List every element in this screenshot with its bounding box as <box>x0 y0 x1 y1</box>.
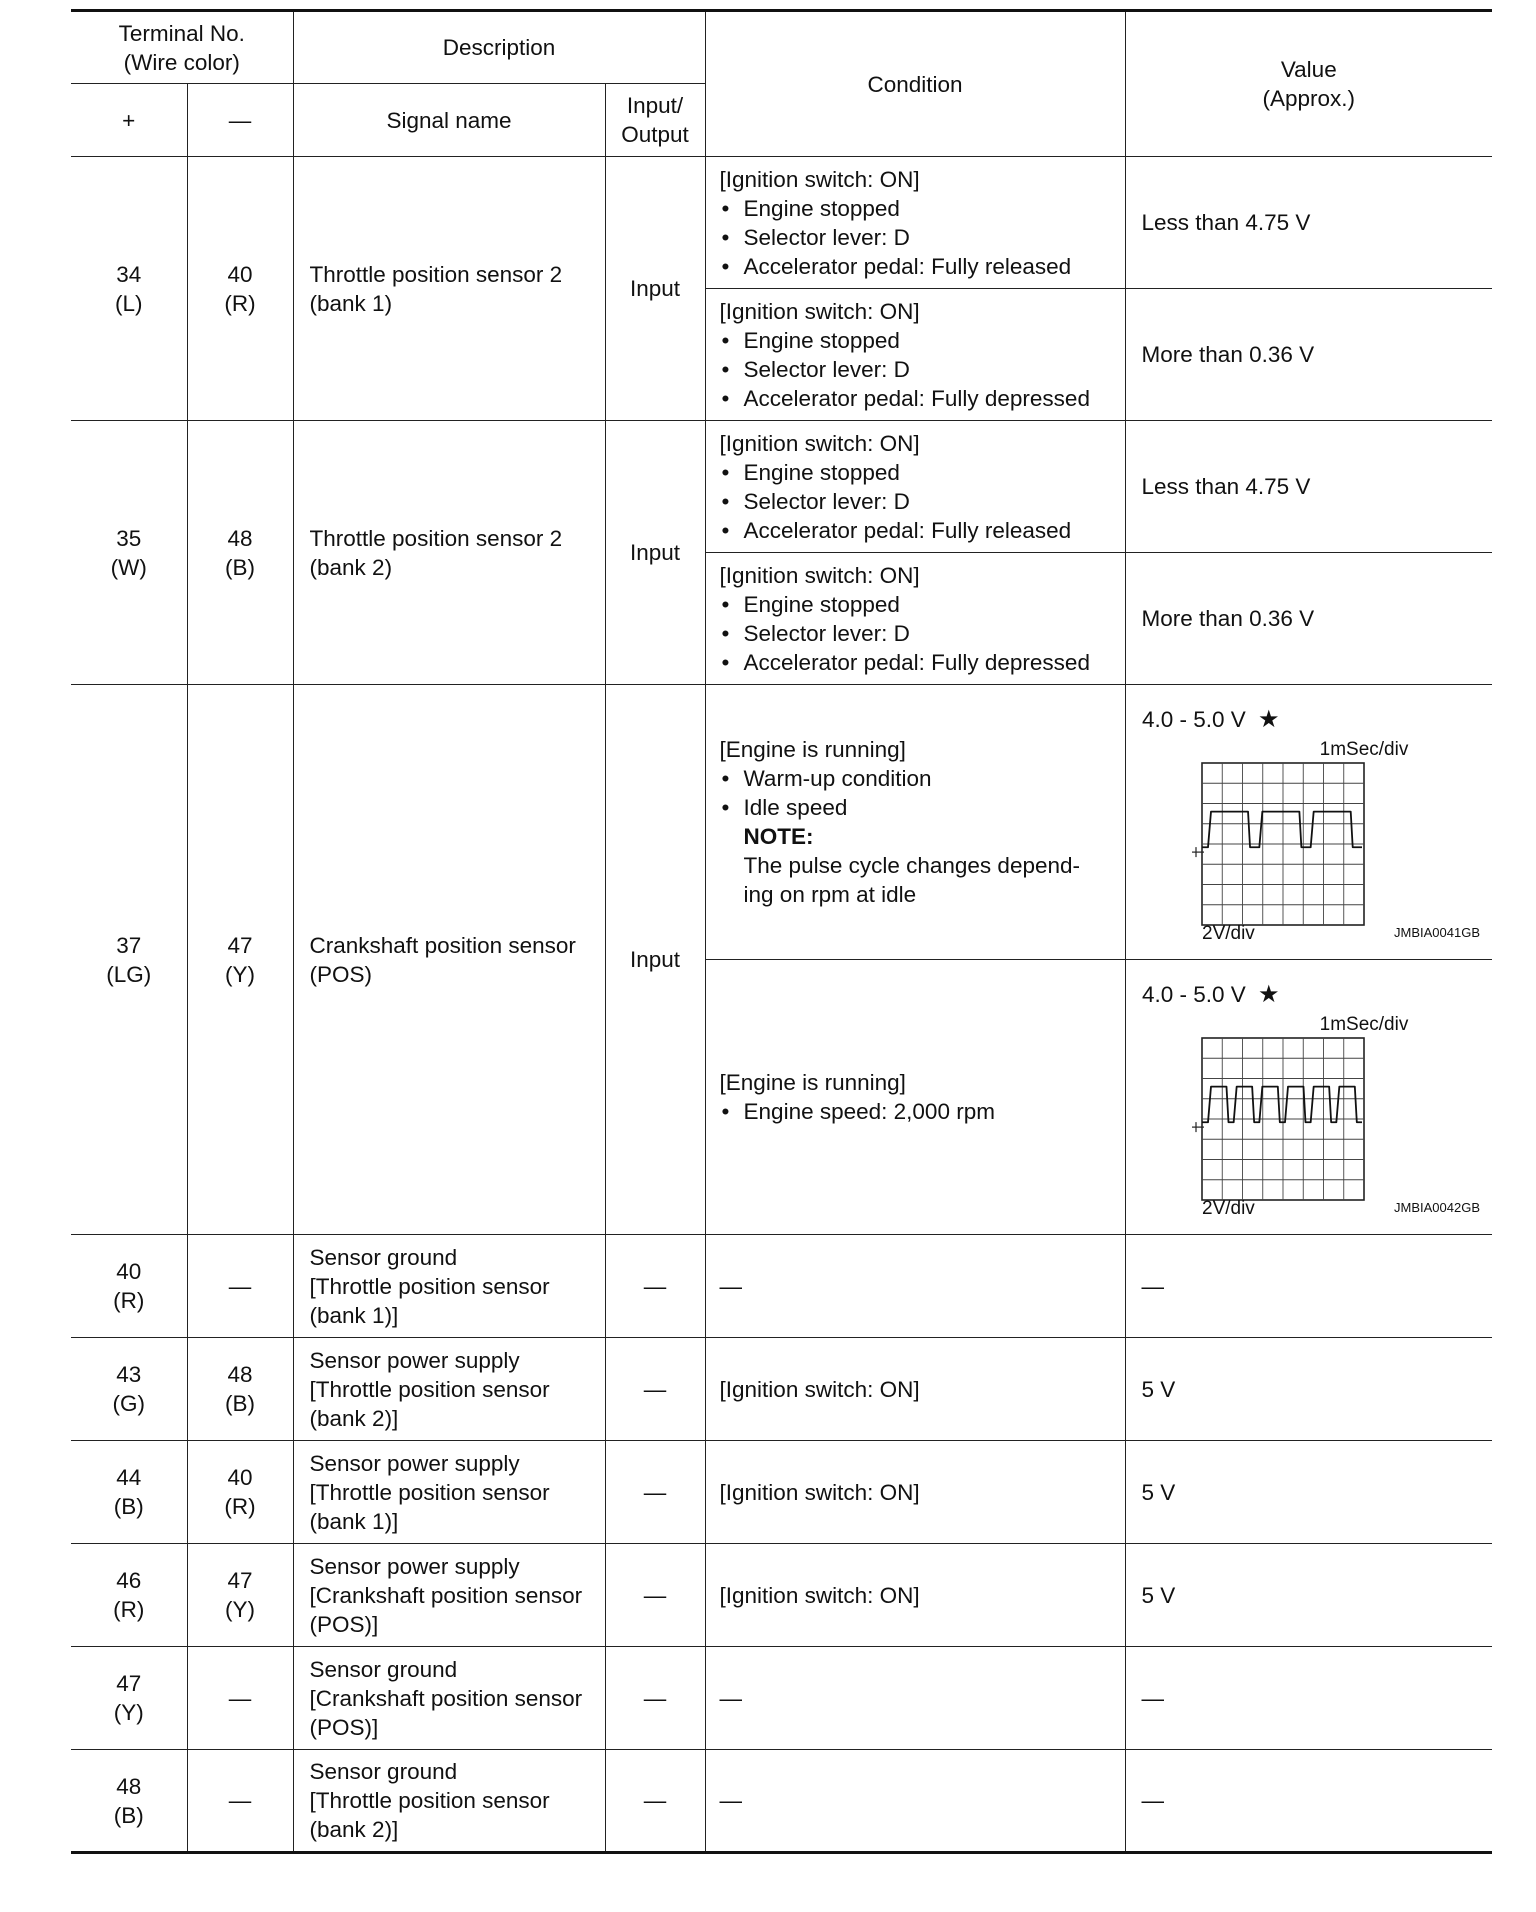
scope-timebase-label: 1mSec/div <box>1319 1014 1408 1035</box>
condition-head: [Engine is running] <box>719 737 906 762</box>
value-cell: 5 V <box>1125 1544 1492 1647</box>
condition-bullet: • Engine stopped <box>720 194 1119 223</box>
signal-line: [Throttle position sensor <box>309 1788 550 1813</box>
condition-cell: [Ignition switch: ON] <box>705 1544 1125 1647</box>
terminal-number: 46 <box>116 1568 142 1593</box>
header-plus: + <box>71 84 187 157</box>
header-input: Input/ <box>626 93 684 118</box>
table-row <box>71 1441 1492 1544</box>
table-row <box>71 1750 1492 1853</box>
wire-color: (R) <box>224 290 256 316</box>
condition-bullets <box>720 326 1119 413</box>
header-terminal-no: Terminal No. <box>118 20 245 46</box>
signal-name-cell <box>293 685 605 1235</box>
terminal-number: 47 <box>116 1671 142 1696</box>
value-cell: More than 0.36 V <box>1125 553 1492 685</box>
signal-line: (bank 2) <box>309 554 393 580</box>
scope-vdiv-label: 2V/div <box>1201 923 1255 941</box>
header-value <box>1125 11 1492 157</box>
condition-bullet: • Engine stopped <box>720 458 1119 487</box>
table-row <box>71 1338 1492 1441</box>
condition-bullet: • Selector lever: D <box>720 487 1119 516</box>
signal-line: Sensor power supply <box>309 1553 520 1579</box>
star-icon: ★ <box>1257 981 1280 1008</box>
terminal-number: 37 <box>116 932 142 958</box>
header-approx: (Approx.) <box>1262 86 1356 111</box>
terminal-number: 48 <box>227 1362 253 1387</box>
signal-line: Throttle position sensor 2 <box>309 261 563 287</box>
condition-cell <box>705 289 1125 421</box>
condition-bullet: • Accelerator pedal: Fully depressed <box>720 384 1119 413</box>
io-cell: Input <box>605 157 705 421</box>
table-row <box>71 157 1492 289</box>
terminal-number: 48 <box>116 1773 142 1799</box>
value-cell: 5 V <box>1125 1338 1492 1441</box>
scope-waveform <box>1202 812 1362 848</box>
signal-line: Sensor power supply <box>309 1450 520 1476</box>
signal-line: [Throttle position sensor <box>309 1273 550 1299</box>
signal-line: Throttle position sensor 2 <box>309 525 563 551</box>
value-cell: Less than 4.75 V <box>1125 157 1492 289</box>
oscilloscope-figure <box>1142 978 1493 1216</box>
condition-head: [Ignition switch: ON] <box>719 562 920 588</box>
minus-terminal-cell <box>187 1441 293 1544</box>
plus-terminal-cell <box>71 1235 187 1338</box>
io-cell: — <box>605 1544 705 1647</box>
oscilloscope-waveform-graph <box>1142 978 1492 1216</box>
condition-bullets <box>720 458 1119 545</box>
header-minus: — <box>187 84 293 157</box>
condition-bullets <box>720 194 1119 281</box>
signal-line: (POS)] <box>309 1714 379 1740</box>
wire-color: (R) <box>224 1494 256 1519</box>
signal-line: Crankshaft position sensor <box>309 932 576 958</box>
value-cell: 5 V <box>1125 1441 1492 1544</box>
wire-color: (B) <box>113 1802 144 1828</box>
condition-cell: — <box>705 1647 1125 1750</box>
condition-cell: [Ignition switch: ON] <box>705 1441 1125 1544</box>
wire-color: (Y) <box>225 1597 255 1622</box>
condition-cell: — <box>705 1750 1125 1853</box>
condition-head: [Engine is running] <box>719 1070 906 1095</box>
signal-name-cell <box>293 157 605 421</box>
header-condition: Condition <box>705 11 1125 157</box>
minus-terminal-cell <box>187 685 293 1235</box>
value-cell: — <box>1125 1235 1492 1338</box>
terminal-number: 47 <box>227 932 253 958</box>
signal-line: [Crankshaft position sensor <box>309 1685 583 1711</box>
signal-name-cell <box>293 1235 605 1338</box>
wire-color: (B) <box>225 554 255 580</box>
signal-line: Sensor ground <box>309 1759 458 1784</box>
signal-name-cell <box>293 1338 605 1441</box>
condition-cell: [Ignition switch: ON] <box>705 1338 1125 1441</box>
value-cell: Less than 4.75 V <box>1125 421 1492 553</box>
condition-cell <box>705 157 1125 289</box>
plus-terminal-cell <box>71 685 187 1235</box>
terminal-spec-table <box>71 9 1492 1854</box>
minus-terminal-cell <box>187 1544 293 1647</box>
value-cell <box>1125 685 1492 960</box>
plus-terminal-cell <box>71 1750 187 1853</box>
plus-terminal-cell <box>71 1338 187 1441</box>
wire-color: (R) <box>113 1288 145 1313</box>
wire-color: (LG) <box>106 961 152 987</box>
signal-name-cell <box>293 1544 605 1647</box>
signal-line: (bank 1) <box>309 290 393 316</box>
scope-voltage-label: 4.0 - 5.0 V <box>1141 982 1246 1007</box>
scope-vdiv-label: 2V/div <box>1201 1198 1255 1216</box>
condition-cell: — <box>705 1235 1125 1338</box>
condition-bullet: • Idle speed <box>720 793 1119 822</box>
value-cell: More than 0.36 V <box>1125 289 1492 421</box>
terminal-number: 47 <box>227 1568 253 1593</box>
minus-terminal-cell <box>187 157 293 421</box>
wire-color: (L) <box>115 290 143 316</box>
wire-color: (Y) <box>225 961 255 987</box>
condition-bullets <box>720 590 1119 677</box>
condition-bullet: • Accelerator pedal: Fully released <box>720 252 1119 281</box>
wire-color: (R) <box>113 1597 145 1622</box>
scope-timebase-label: 1mSec/div <box>1319 739 1408 760</box>
table-row <box>71 1647 1492 1750</box>
terminal-number: 40 <box>116 1259 142 1284</box>
scope-voltage-label: 4.0 - 5.0 V <box>1141 707 1246 732</box>
condition-bullet: • Selector lever: D <box>720 355 1119 384</box>
signal-name-cell <box>293 1441 605 1544</box>
condition-cell <box>705 553 1125 685</box>
oscilloscope-figure <box>1142 703 1493 941</box>
signal-line: Sensor ground <box>309 1656 458 1682</box>
signal-line: (bank 2)] <box>309 1817 399 1842</box>
signal-line: [Throttle position sensor <box>309 1479 550 1505</box>
wire-color: (Y) <box>113 1700 144 1725</box>
terminal-number: 48 <box>227 525 253 551</box>
signal-line: Sensor ground <box>309 1244 458 1270</box>
condition-cell <box>705 685 1125 960</box>
io-cell: — <box>605 1441 705 1544</box>
plus-terminal-cell <box>71 421 187 685</box>
signal-name-cell <box>293 1647 605 1750</box>
figure-id-label: JMBIA0041GB <box>1393 925 1480 940</box>
io-cell: Input <box>605 685 705 1235</box>
condition-bullet: • Accelerator pedal: Fully depressed <box>720 648 1119 677</box>
condition-head: [Ignition switch: ON] <box>719 298 920 324</box>
plus-terminal-cell <box>71 157 187 421</box>
io-cell: — <box>605 1750 705 1853</box>
condition-cell <box>705 421 1125 553</box>
terminal-number: 40 <box>227 261 253 287</box>
value-cell: — <box>1125 1750 1492 1853</box>
io-cell: — <box>605 1235 705 1338</box>
terminal-number: 35 <box>116 525 142 551</box>
header-signal-name: Signal name <box>293 84 605 157</box>
terminal-number: 44 <box>116 1465 142 1490</box>
minus-terminal-cell: — <box>187 1647 293 1750</box>
condition-bullet: • Selector lever: D <box>720 619 1119 648</box>
signal-line: (POS)] <box>309 1611 379 1637</box>
table-row <box>71 1235 1492 1338</box>
signal-line: [Crankshaft position sensor <box>309 1582 583 1608</box>
condition-head: [Ignition switch: ON] <box>719 166 920 192</box>
value-cell <box>1125 960 1492 1235</box>
terminal-number: 43 <box>116 1362 142 1387</box>
minus-terminal-cell: — <box>187 1235 293 1338</box>
value-cell: — <box>1125 1647 1492 1750</box>
signal-line: Sensor power supply <box>309 1347 520 1373</box>
plus-terminal-cell <box>71 1441 187 1544</box>
terminal-number: 40 <box>227 1465 253 1490</box>
condition-bullet: • Selector lever: D <box>720 223 1119 252</box>
figure-id-label: JMBIA0042GB <box>1393 1200 1480 1215</box>
plus-terminal-cell <box>71 1544 187 1647</box>
note-label: NOTE: <box>743 824 814 849</box>
condition-cell <box>705 960 1125 1235</box>
wire-color: (B) <box>113 1494 144 1519</box>
signal-line: [Throttle position sensor <box>309 1376 550 1402</box>
condition-bullets <box>720 764 1119 822</box>
condition-bullets <box>720 1097 1119 1126</box>
io-cell: — <box>605 1647 705 1750</box>
condition-head: [Ignition switch: ON] <box>719 430 920 456</box>
condition-bullet: • Engine speed: 2,000 rpm <box>720 1097 1119 1126</box>
signal-line: (POS) <box>309 961 373 987</box>
condition-bullet: • Accelerator pedal: Fully released <box>720 516 1119 545</box>
table-row <box>71 421 1492 553</box>
minus-terminal-cell: — <box>187 1750 293 1853</box>
io-cell: Input <box>605 421 705 685</box>
minus-terminal-cell <box>187 421 293 685</box>
wire-color: (G) <box>112 1391 145 1416</box>
header-io <box>605 84 705 157</box>
header-output: Output <box>621 122 689 147</box>
header-description: Description <box>293 11 705 84</box>
condition-bullet: • Engine stopped <box>720 590 1119 619</box>
condition-bullet: • Warm-up condition <box>720 764 1119 793</box>
signal-name-cell <box>293 1750 605 1853</box>
wire-color: (B) <box>225 1391 255 1416</box>
oscilloscope-waveform-graph <box>1142 703 1492 941</box>
header-terminal <box>71 11 293 84</box>
header-wire-color: (Wire color) <box>123 49 240 75</box>
signal-line: (bank 2)] <box>309 1405 399 1431</box>
header-value-label: Value <box>1280 57 1337 82</box>
table-row <box>71 1544 1492 1647</box>
terminal-number: 34 <box>116 261 142 287</box>
io-cell: — <box>605 1338 705 1441</box>
note-text: The pulse cycle changes depend-ing on rpm at idle <box>743 853 1080 907</box>
scope-waveform <box>1202 1087 1362 1123</box>
star-icon: ★ <box>1257 706 1280 733</box>
minus-terminal-cell <box>187 1338 293 1441</box>
table-row <box>71 685 1492 960</box>
signal-line: (bank 1)] <box>309 1302 399 1328</box>
header-row-1 <box>71 11 1492 84</box>
plus-terminal-cell <box>71 1647 187 1750</box>
signal-line: (bank 1)] <box>309 1508 399 1534</box>
signal-name-cell <box>293 421 605 685</box>
wire-color: (W) <box>110 554 147 580</box>
condition-bullet: • Engine stopped <box>720 326 1119 355</box>
